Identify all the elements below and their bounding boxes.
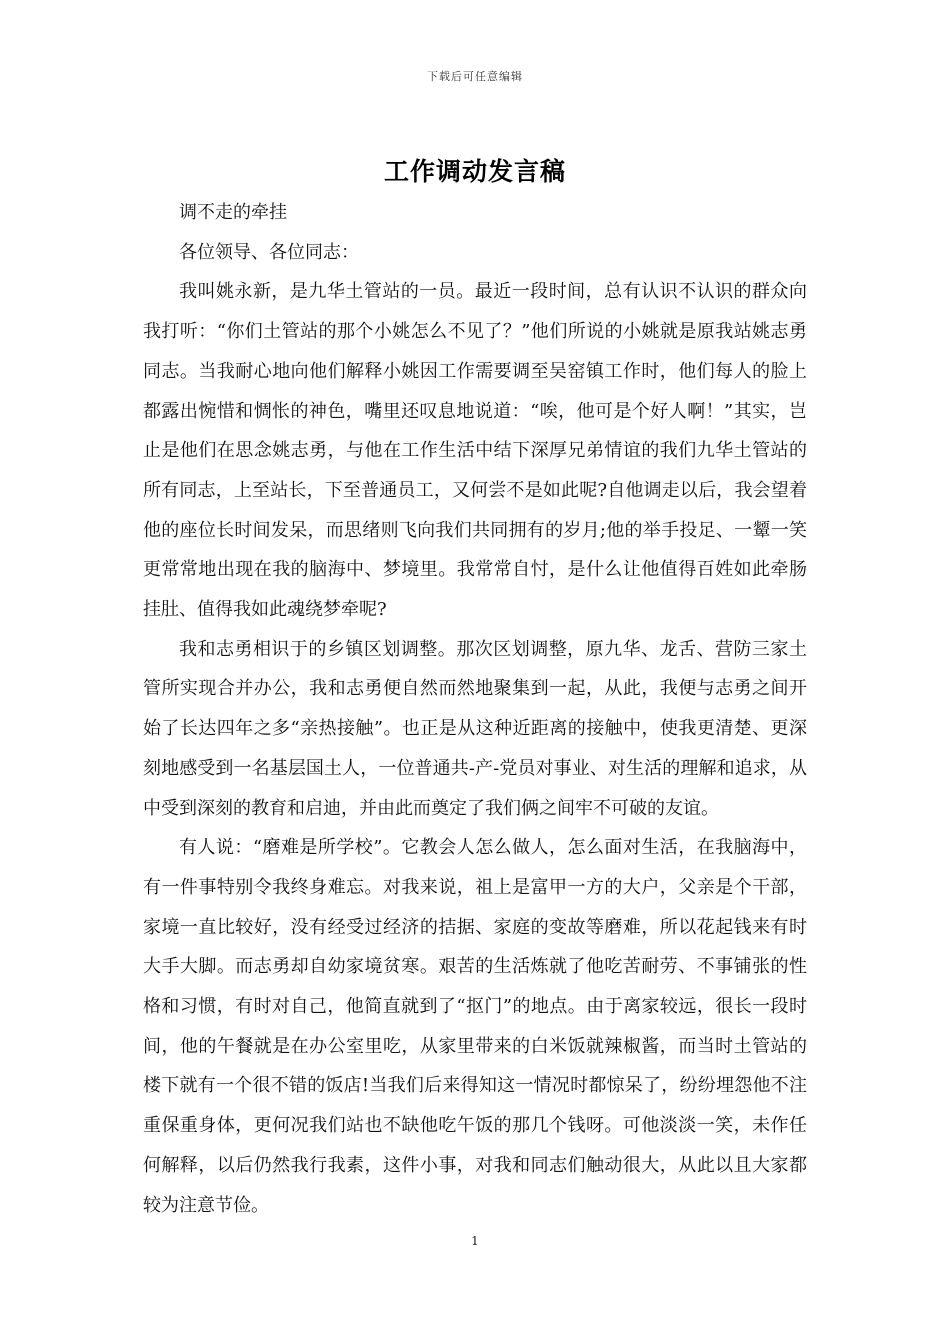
paragraph-subtitle: 调不走的牵挂 [179, 202, 287, 223]
header-note: 下载后可任意编辑 [427, 70, 523, 83]
paragraph-1: 我叫姚永新，是九华土管站的一员。最近一段时间，总有认识不认识的群众向我打听：“你们土管站的那个小姚怎么不见了？”他们所说的小姚就是原我站姚志勇同志。当我耐心地向他们解释小姚因工作需要调至吴窑镇工作时，他们每人的脸上都露出惋惜和惆怅的神色，嘴里还叹息地说道：“唉，他可是个好人啊！”其实，岂止是他们在思念姚志勇，与他在工作生活中结下深厚兄弟情谊的我们九华土管站的所有同志，上至站长，下至普通员工，又何尝不是如此呢?自他调走以后，我会望着他的座位长时间发呆，而思绪则飞向我们共同拥有的岁月;他的举手投足、一颦一笑更常常地出现在我的脑海中、梦境里。我常常自忖，是什么让他值得百姓如此牵肠挂肚、值得我如此魂绕梦牵呢? [143, 281, 807, 621]
page-number: 1 [471, 1234, 479, 1248]
document-body [143, 193, 807, 1225]
paragraph-3: 有人说：“磨难是所学校”。它教会人怎么做人，怎么面对生活，在我脑海中，有一件事特别令我终身难忘。对我来说，祖上是富甲一方的大户，父亲是个干部，家境一直比较好，没有经受过经济的拮据、家庭的变故等磨难，所以花起钱来有时大手大脚。而志勇却自幼家境贫寒。艰苦的生活炼就了他吃苦耐劳、不事铺张的性格和习惯，有时对自己，他简直就到了“抠门”的地点。由于离家较远，很长一段时间，他的午餐就是在办公室里吃，从家里带来的白米饭就辣椒酱，而当时土管站的楼下就有一个很不错的饭店!当我们后来得知这一情况时都惊呆了，纷纷埋怨他不注重保重身体，更何况我们站也不缺他吃午饭的那几个钱呀。可他淡淡一笑，未作任何解释，以后仍然我行我素，这件小事，对我和同志们触动很大，从此以且大家都较为注意节俭。 [143, 837, 807, 1216]
paragraph-2: 我和志勇相识于的乡镇区划调整。那次区划调整，原九华、龙舌、营防三家土管所实现合并办公，我和志勇便自然而然地聚集到一起，从此，我便与志勇之间开始了长达四年之多“亲热接触”。也正是从这种近距离的接触中，使我更清楚、更深刻地感受到一名基层国土人，一位普通共-产-党员对事业、对生活的理解和追求，从中受到深刻的教育和启迪，并由此而奠定了我们俩之间牢不可破的友谊。 [143, 638, 807, 819]
document-title: 工作调动发言稿 [383, 157, 566, 186]
paragraph-salutation: 各位领导、各位同志： [179, 241, 359, 263]
